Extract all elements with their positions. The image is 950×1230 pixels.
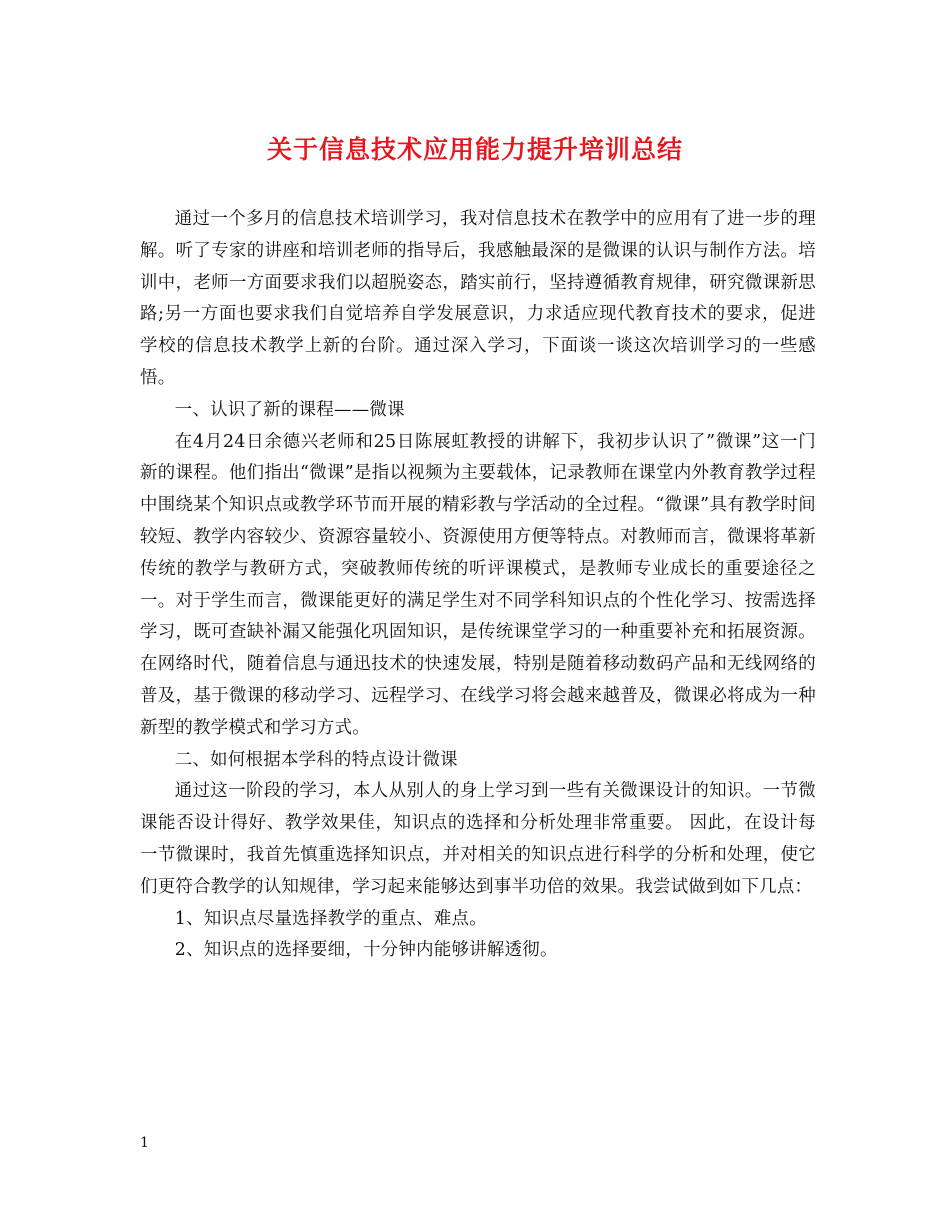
paragraph-intro: 通过一个多月的信息技术培训学习，我对信息技术在教学中的应用有了进一步的理解。听了专家的讲座和培训老师的指导后，我感触最深的是微课的认识与制作方法。培训中，老师一方面要求我们以超脱姿态，踏实前行，坚持遵循教育规律，研究微课新思路;另一方面也要求我们自觉培养自学发展意识，力求适应现代教育技术的要求，促进学校的信息技术教学上新的台阶。通过深入学习，下面谈一谈这次培训学习的一些感悟。 bbox=[140, 209, 816, 388]
document-title: 关于信息技术应用能力提升培训总结 bbox=[266, 135, 683, 164]
section-heading-2: 二、如何根据本学科的特点设计微课 bbox=[174, 749, 458, 770]
section-heading-1: 一、认识了新的课程——微课 bbox=[174, 399, 405, 420]
paragraph-micro-course: 在4月24日余德兴老师和25日陈展虹教授的讲解下，我初步认识了”微课”这一门新的课程。他们指出“微课”是指以视频为主要载体，记录教师在课堂内外教育教学过程中围绕某个知识点或教学环节而开展的精彩教与学活动的全过程。“微课”具有教学时间较短、教学内容较少、资源容量较小、资源使用方便等特点。对教师而言，微课将革新传统的教学与教研方式，突破教师传统的听评课模式，是教师专业成长的重要途径之一。对于学生而言，微课能更好的满足学生对不同学科知识点的个性化学习、按需选择学习，既可查缺补漏又能强化巩固知识，是传统课堂学习的一种重要补充和拓展资源。在网络时代，随着信息与通迅技术的快速发展，特别是随着移动数码产品和无线网络的普及，基于微课的移动学习、远程学习、在线学习将会越来越普及，微课必将成为一种新型的教学模式和学习方式。 bbox=[140, 431, 816, 738]
list-item-2: 2、知识点的选择要细，十分钟内能够讲解透彻。 bbox=[174, 940, 558, 961]
list-item-1: 1、知识点尽量选择教学的重点、难点。 bbox=[174, 908, 487, 929]
page-number: 1 bbox=[140, 1135, 149, 1151]
document-body bbox=[140, 204, 816, 967]
paragraph-design: 通过这一阶段的学习，本人从别人的身上学习到一些有关微课设计的知识。一节微课能否设计得好、教学效果佳，知识点的选择和分析处理非常重要。 因此，在设计每一节微课时，我首先慎重选择知识点，并对相关的知识点进行科学的分析和处理，使它们更符合教学的认知规律，学习起来能够达到事半功倍的效果。我尝试做到如下几点： bbox=[140, 781, 816, 897]
